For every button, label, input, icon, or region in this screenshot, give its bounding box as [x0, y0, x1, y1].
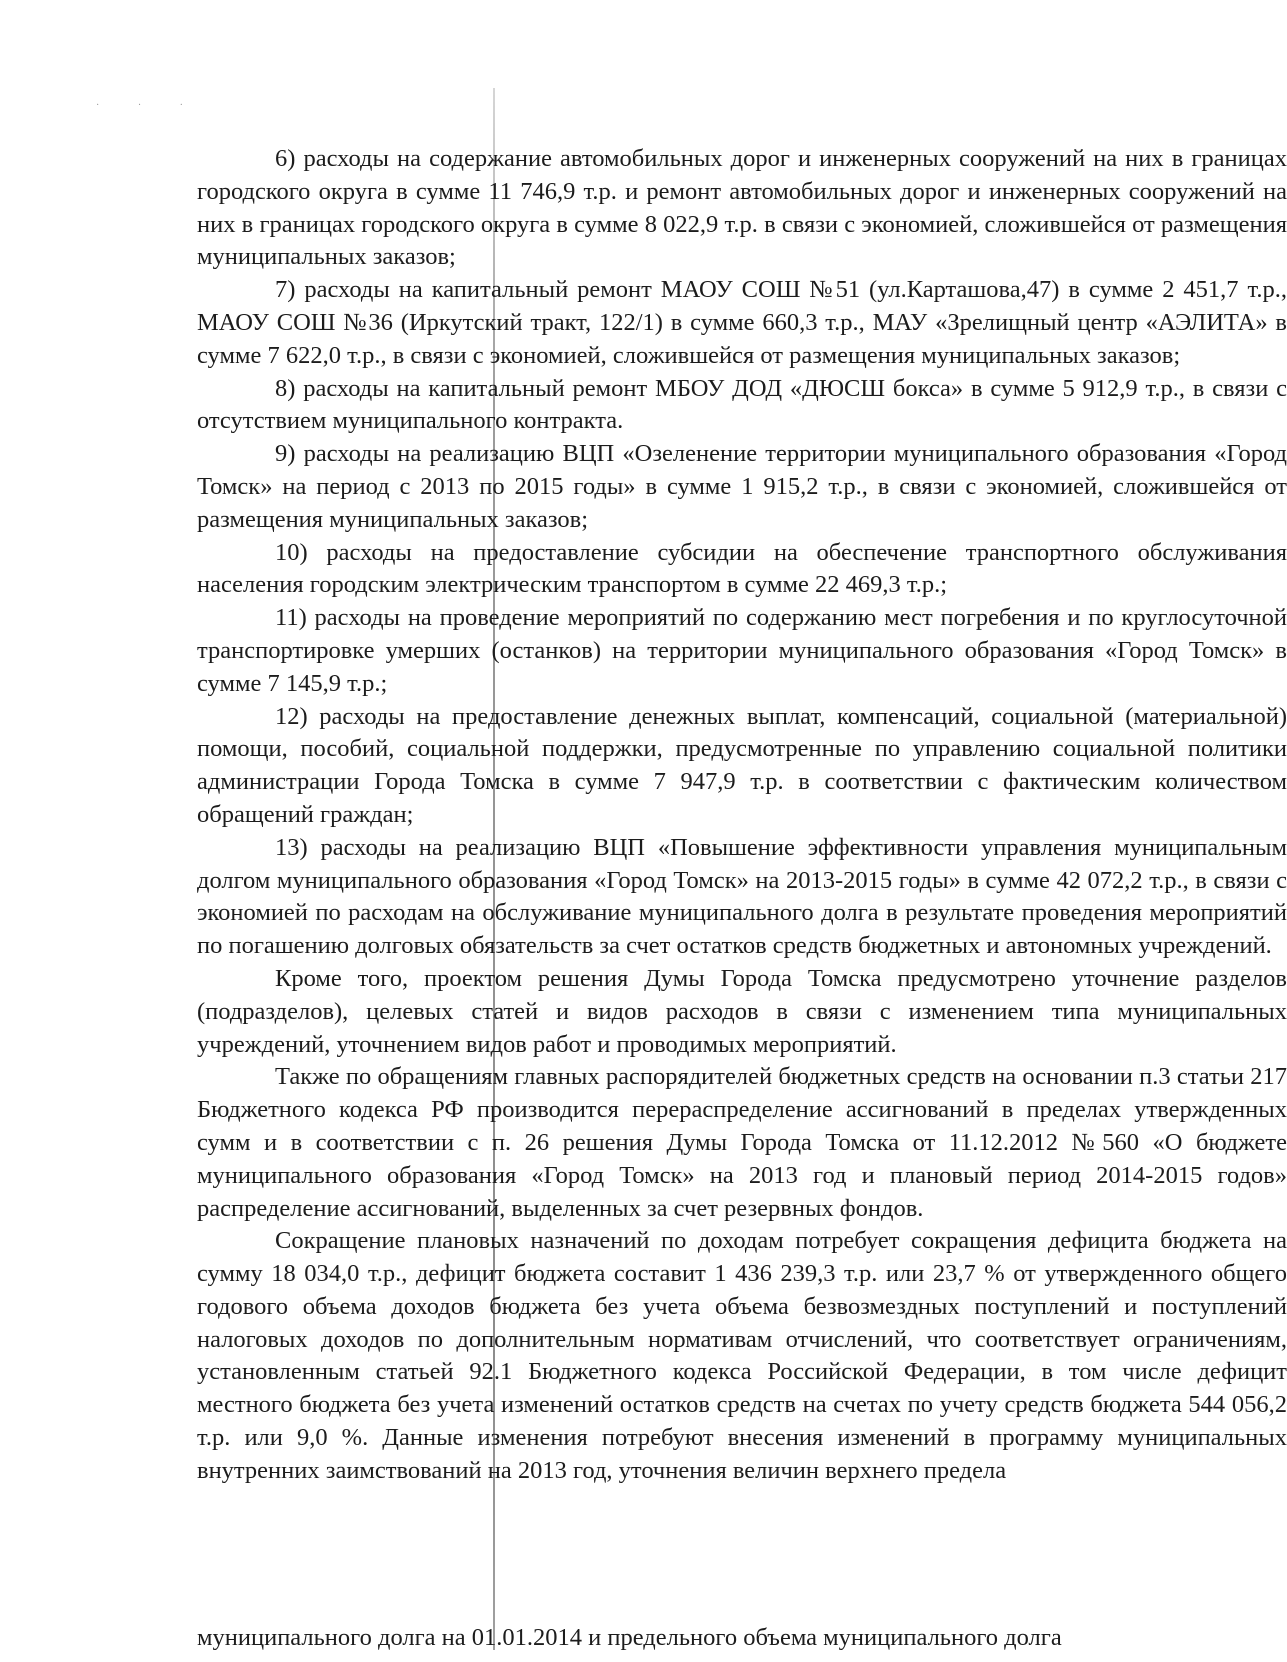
paragraph-item-12: 12) расходы на предоставление денежных выплат, компенсаций, социальной (материальной) помощи, пособий, социальной поддержки, предусмотренные по управлению социальной политики администрации Города Томска в сумме 7 947,9 т.р. в соответствии с фактическим количеством обращений граждан; [197, 702, 1287, 828]
paragraph-item-9: 9) расходы на реализацию ВЦП «Озеленение территории муниципального образования «Город Томск» на период с 2013 по 2015 годы» в сумме 1 915,2 т.р., в связи с экономией, сложившейся от размещения муниципальных заказов; [197, 440, 1287, 533]
paragraph-clarification: Кроме того, проектом решения Думы Города Томска предусмотрено уточнение разделов (подразделов), целевых статей и видов расходов в связи с изменением типа муниципальных учреждений, уточнением видов работ и проводимых мероприятий. [197, 964, 1287, 1058]
paragraph-item-13: 13) расходы на реализацию ВЦП «Повышение эффективности управления муниципальным долгом муниципального образования «Город Томск» на 2013-2015 годы» в сумме 42 072,2 т.р., в связи с экономией по расходам на обслуживание муниципального долга в результате проведения мероприятий по погашению долговых обязательств за счет остатков средств бюджетных и автономных учреждений. [197, 833, 1287, 960]
paragraph-item-10: 10) расходы на предоставление субсидии на обеспечение транспортного обслуживания населения городским электрическим транспортом в сумме 22 469,3 т.р.; [197, 538, 1287, 599]
paragraph-item-6: 6) расходы на содержание автомобильных дорог и инженерных сооружений на них в границах городского округа в сумме 11 746,9 т.р. и ремонт автомобильных дорог и инженерных сооружений на них в границах городского округа в сумме 8 022,9 т.р. в связи с экономией, сложившейся от размещения муниципальных заказов; [197, 145, 1287, 271]
paragraph-deficit: Сокращение плановых назначений по доходам потребует сокращения дефицита бюджета на сумму 18 034,0 т.р., дефицит бюджета составит 1 436 239,3 т.р. или 23,7 % от утвержденного общего годового объема доходов бюджета без учета объема безвозмездных поступлений и поступлений налоговых доходов по дополнительным нормативам отчислений, что соответствует ограничениям, установленным статьей 92.1 Бюджетного кодекса Российской Федерации, в том числе дефицит местного бюджета без учета изменений остатков средств на счетах по учету средств бюджета 544 056,2 т.р. или 9,0 %. Данные изменения потребуют внесения изменений в программу муниципальных внутренних заимствований на 2013 год, уточнения величин верхнего предела [197, 1227, 1287, 1484]
paragraph-item-11: 11) расходы на проведение мероприятий по содержанию мест погребения и по круглосуточной транспортировке умерших (останков) на территории муниципального образования «Город Томск» в сумме 7 145,9 т.р.; [197, 604, 1287, 697]
paragraph-item-7: 7) расходы на капитальный ремонт МАОУ СОШ №51 (ул.Карташова,47) в сумме 2 451,7 т.р., МАОУ СОШ №36 (Иркутский тракт, 122/1) в сумме 660,3 т.р., МАУ «Зрелищный центр «АЭЛИТА» в сумме 7 622,0 т.р., в связи с экономией, сложившейся от размещения муниципальных заказов; [197, 276, 1287, 369]
cut-off-text-line [197, 1624, 1275, 1651]
cut-off-text: муниципального долга на 01.01.2014 и предельного объема муниципального долга [197, 1624, 1062, 1651]
document-body [197, 143, 1287, 1488]
scan-artifact-marks: · · · [96, 100, 201, 111]
paragraph-item-8: 8) расходы на капитальный ремонт МБОУ ДОД «ДЮСШ бокса» в сумме 5 912,9 т.р., в связи с отсутствием муниципального контракта. [197, 374, 1287, 435]
paragraph-redistribution: Также по обращениям главных распорядителей бюджетных средств на основании п.3 статьи 217 Бюджетного кодекса РФ производится перераспределение ассигнований в пределах утвержденных сумм и в соответствии с п. 26 решения Думы Города Томска от 11.12.2012 №560 «О бюджете муниципального образования «Город Томск» на 2013 год и плановый период 2014-2015 годов» распределение ассигнований, выделенных за счет резервных фондов. [197, 1063, 1287, 1222]
